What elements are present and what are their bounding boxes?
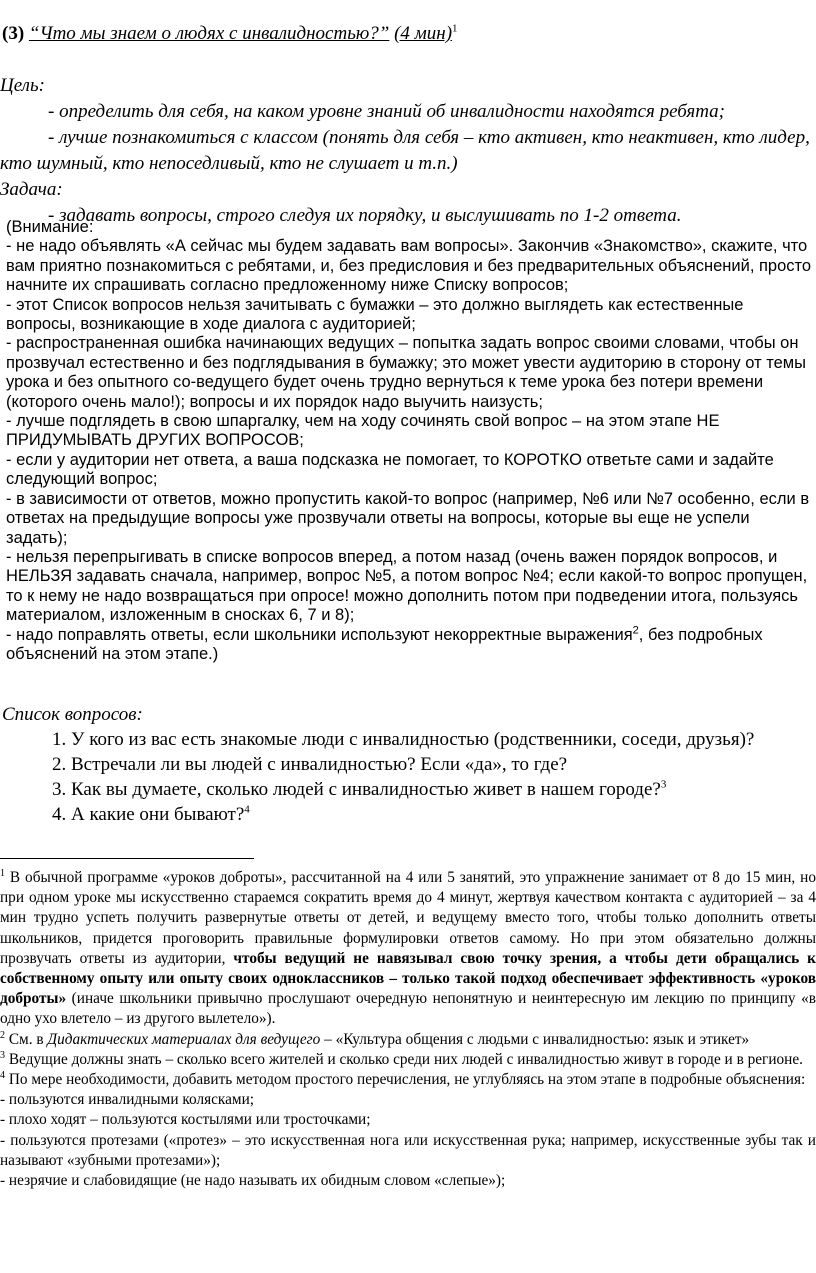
question-4-text: 4. А какие они бывают? xyxy=(52,804,245,825)
task-line: - задавать вопросы, строго следуя их порядку, и выслушивать по 1-2 ответа. xyxy=(48,205,682,226)
footnote-4-text: По мере необходимости, добавить методом простого перечисления, не углубляясь на этом этапе в подробные объяснения: xyxy=(5,1071,806,1089)
exercise-title xyxy=(2,22,458,46)
footnote-3-number: 3 xyxy=(0,1049,5,1061)
footnote-4-item: - пользуются протезами («протез» – это искусственная нога или искусственная рука; например, искусственные зубы так и называют «зубными протезами»); xyxy=(0,1131,816,1169)
footnote-ref-2: 2 xyxy=(632,624,639,637)
note-last-text: - надо поправлять ответы, если школьники используют некорректные выражения xyxy=(6,625,633,644)
question-list-label: Список вопросов: xyxy=(2,704,143,725)
question-1: 1. У кого из вас есть знакомые люди с инвалидностью (родственники, соседи, друзья)? xyxy=(52,729,755,750)
footnote-4-item: - плохо ходят – пользуются костылями или тросточками; xyxy=(0,1111,371,1129)
footnote-3-text: Ведущие должны знать – сколько всего жителей и сколько среди них людей с инвалидностью живут в городе и в регионе. xyxy=(5,1050,803,1068)
goal-label: Цель: xyxy=(0,75,45,96)
footnote-ref-1: 1 xyxy=(452,22,458,35)
note-item: - этот Список вопросов нельзя зачитывать с бумажки – это должно выглядеть как естественные вопросы, возникающие в ходе диалога с аудиторией; xyxy=(6,295,744,334)
footnote-1 xyxy=(0,868,816,1030)
question-4 xyxy=(2,802,814,827)
goal-line-2: - лучше познакомиться с классом (понять для себя – кто активен, кто неактивен, кто лидер, кто шумный, кто непоседливый, кто не слушает и т.п.) xyxy=(0,127,810,174)
exercise-duration: (4 мин) xyxy=(394,23,453,44)
exercise-number: (3) xyxy=(2,23,25,44)
note-item: - в зависимости от ответов, можно пропустить какой-то вопрос (например, №6 или №7 особенно, если в ответах на предыдущие вопросы уже прозвучали ответы на вопросы, которые вы еще не успели задать); xyxy=(6,489,810,547)
footnote-2-pre: См. в xyxy=(5,1030,48,1048)
note-last-tail: , без подробных объяснений на этом этапе.) xyxy=(6,625,763,663)
footnote-1-number: 1 xyxy=(0,867,5,879)
notes-intro: (Внимание: xyxy=(6,218,94,236)
footnote-4-item: - пользуются инвалидными колясками; xyxy=(0,1091,255,1109)
footnote-4 xyxy=(0,1070,816,1090)
footnote-ref-3: 3 xyxy=(660,778,667,791)
note-item: - если у аудитории нет ответа, а ваша подсказка не помогает, то КОРОТКО ответьте сами и задайте следующий вопрос; xyxy=(6,450,774,489)
exercise-question: “Что мы знаем о людях с инвалидностью?” xyxy=(28,23,390,44)
footnote-1-bold: чтобы ведущий не навязывал свою точку зрения, а чтобы дети обращались к собственному опыту или опыту своих одноклассников – только такой подход обеспечивает эффективность «уроков доброты» xyxy=(0,949,816,1008)
footnote-4-number: 4 xyxy=(0,1069,5,1081)
note-item-last xyxy=(6,626,814,665)
footnote-ref-4: 4 xyxy=(244,803,250,816)
goal-line-1: - определить для себя, на каком уровне знаний об инвалидности находятся ребята; xyxy=(48,101,725,122)
footnote-2-number: 2 xyxy=(0,1029,5,1041)
question-3-text: 3. Как вы думаете, сколько людей с инвалидностью живет в нашем городе? xyxy=(52,779,661,800)
footnote-1-text: В обычной программе «уроков доброты», рассчитанной на 4 или 5 занятий, это упражнение занимает от 8 до 15 мин, но при одном уроке мы искусственно стараемся сократить время до 4 минут, жертвуя качеством контакта с аудиторией – за 4 мин трудно успеть получить развернутые ответы от детей, и ведущему вместо того, чтобы только дополнить ответы школьников, придется проговорить правильные формулировки ответов самому. Но при этом обязательно должны прозвучать ответы из аудитории, xyxy=(0,869,816,967)
footnote-1-tail: (иначе школьники привычно прослушают очередную непонятную и неинтересную им лекцию по принципу «в одно ухо влетело – из другого вылетело»). xyxy=(0,990,816,1028)
footnote-3 xyxy=(0,1050,816,1070)
note-item: - нельзя перепрыгивать в списке вопросов вперед, а потом назад (очень важен порядок вопросов, и НЕЛЬЗЯ задавать сначала, например, вопрос №5, а потом вопрос №4; если какой-то вопрос пропущен, то к нему не надо возвращаться при опросе! можно дополнить потом при подведении итога, пользуясь материалом, изложенным в сносках 6, 7 и 8); xyxy=(6,547,808,625)
question-list xyxy=(2,702,814,827)
footnote-2 xyxy=(0,1030,816,1050)
note-item: - распространенная ошибка начинающих ведущих – попытка задать вопрос своими словами, чтобы он прозвучал естественно и без подглядывания в бумажку; это может увести аудиторию в сторону от темы урока и без опытного со-ведущего будет очень трудно вернуться к теме урока без потери времени (которого очень мало!); вопросы и их порядок надо выучить наизусть; xyxy=(6,334,806,411)
note-item: - лучше подглядеть в свою шпаргалку, чем на ходу сочинять свой вопрос – на этом этапе НЕ ПРИДУМЫВАТЬ ДРУГИХ ВОПРОСОВ; xyxy=(6,412,720,450)
footnote-2-tail: – «Культура общения с людьми с инвалидностью: язык и этикет» xyxy=(320,1030,750,1048)
attention-notes xyxy=(6,218,814,664)
question-3 xyxy=(2,777,814,802)
goal-section xyxy=(0,73,812,229)
footnotes xyxy=(0,868,816,1191)
footnote-2-italic: Дидактических материалах для ведущего xyxy=(47,1030,321,1048)
task-label: Задача: xyxy=(0,179,63,200)
note-item: - не надо объявлять «А сейчас мы будем задавать вам вопросы». Закончив «Знакомство», скажите, что вам приятно познакомиться с ребятами, и, без предисловия и без предварительных объяснений, просто начните их спрашивать согласно предложенному ниже Списку вопросов; xyxy=(6,237,812,295)
footnote-4-item: - незрячие и слабовидящие (не надо называть их обидным словом «слепые»); xyxy=(0,1172,506,1190)
question-2: 2. Встречали ли вы людей с инвалидностью? Если «да», то где? xyxy=(52,754,568,775)
footnote-separator xyxy=(0,858,254,859)
